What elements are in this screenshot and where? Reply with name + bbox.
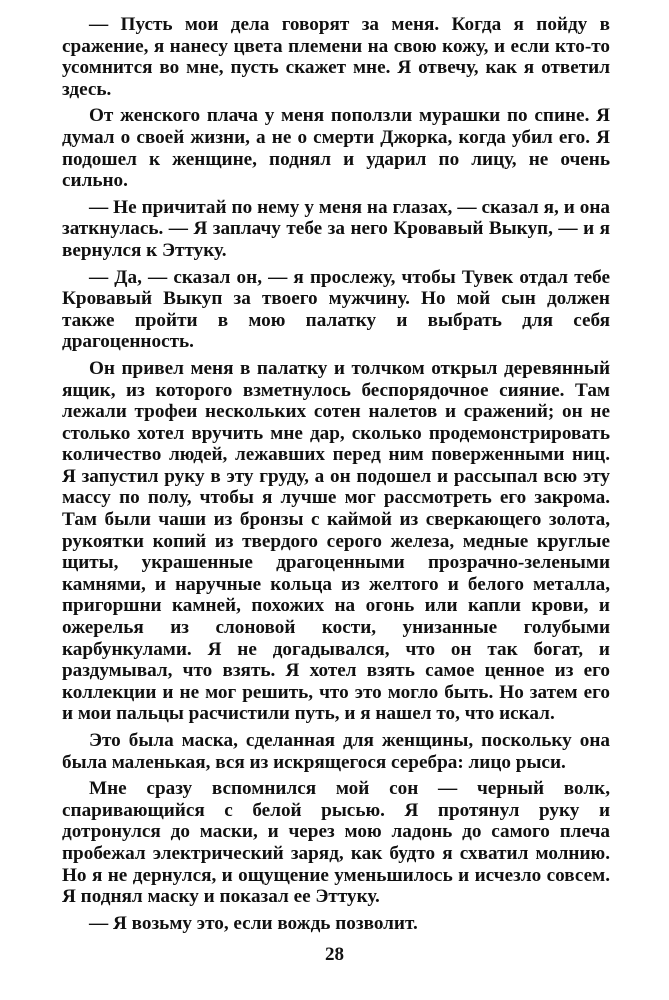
paragraph: От женского плача у меня поползли мурашки по спине. Я думал о своей жизни, а не о смерти Джорка, когда убил его. Я подошел к женщине, поднял и ударил по лицу, не очень сильно. <box>62 105 610 192</box>
paragraph: — Да, — сказал он, — я прослежу, чтобы Тувек отдал тебе Кровавый Выкуп за твоего мужчину. Но мой сын должен также пройти в мою палатку и выбрать для себя драгоценность. <box>62 266 610 353</box>
paragraph: — Пусть мои дела говорят за меня. Когда я пойду в сражение, я нанесу цвета племени на свою кожу, и если кто-то усомнится во мне, пусть скажет мне. Я отвечу, как я ответил здесь. <box>62 14 610 100</box>
paragraph: Это была маска, сделанная для женщины, поскольку она была маленькая, вся из искрящегося серебра: лицо рыси. <box>62 730 610 773</box>
paragraph: Он привел меня в палатку и толчком открыл деревянный ящик, из которого взметнулось беспорядочное сияние. Там лежали трофеи нескольких сотен налетов и сражений; он не столько хотел вручить мне дар, сколько продемонстрировать количество людей, лежавших перед ним поверженными ниц. Я запустил руку в эту груду, а он подошел и рассыпал всю эту массу по полу, чтобы я лучше мог рассмотреть его закрома. Там были чаши из бронзы с каймой из сверкающего золота, рукоятки копий из твердого серого железа, медные круглые щиты, украшенные драгоценными прозрачно-зелеными камнями, и наручные кольца из желтого и белого металла, пригоршни камней, похожих на огонь или капли крови, и ожерелья из слоновой кости, унизанные голубыми карбункулами. Я не догадывался, что он так богат, и раздумывал, что взять. Я хотел взять самое ценное из его коллекции и не мог решить, что это могло быть. Но затем его и мои пальцы расчистили путь, и я нашел то, что искал. <box>62 357 610 725</box>
paragraph: Мне сразу вспомнился мой сон — черный волк, спаривающийся с белой рысью. Я протянул руку и дотронулся до маски, и через мою ладонь до самого плеча пробежал электрический заряд, как будто я схватил молнию. Но я не дернулся, и ощущение уменьшилось и исчезло совсем. Я поднял маску и показал ее Эттуку. <box>62 778 610 908</box>
paragraph: — Я возьму это, если вождь позволит. <box>89 912 418 934</box>
paragraph: — Не причитай по нему у меня на глазах, — сказал я, и она заткнулась. — Я заплачу тебе за него Кровавый Выкуп, — и я вернулся к Эттуку. <box>62 196 610 261</box>
page-body <box>62 14 610 934</box>
page-number: 28 <box>325 944 344 965</box>
